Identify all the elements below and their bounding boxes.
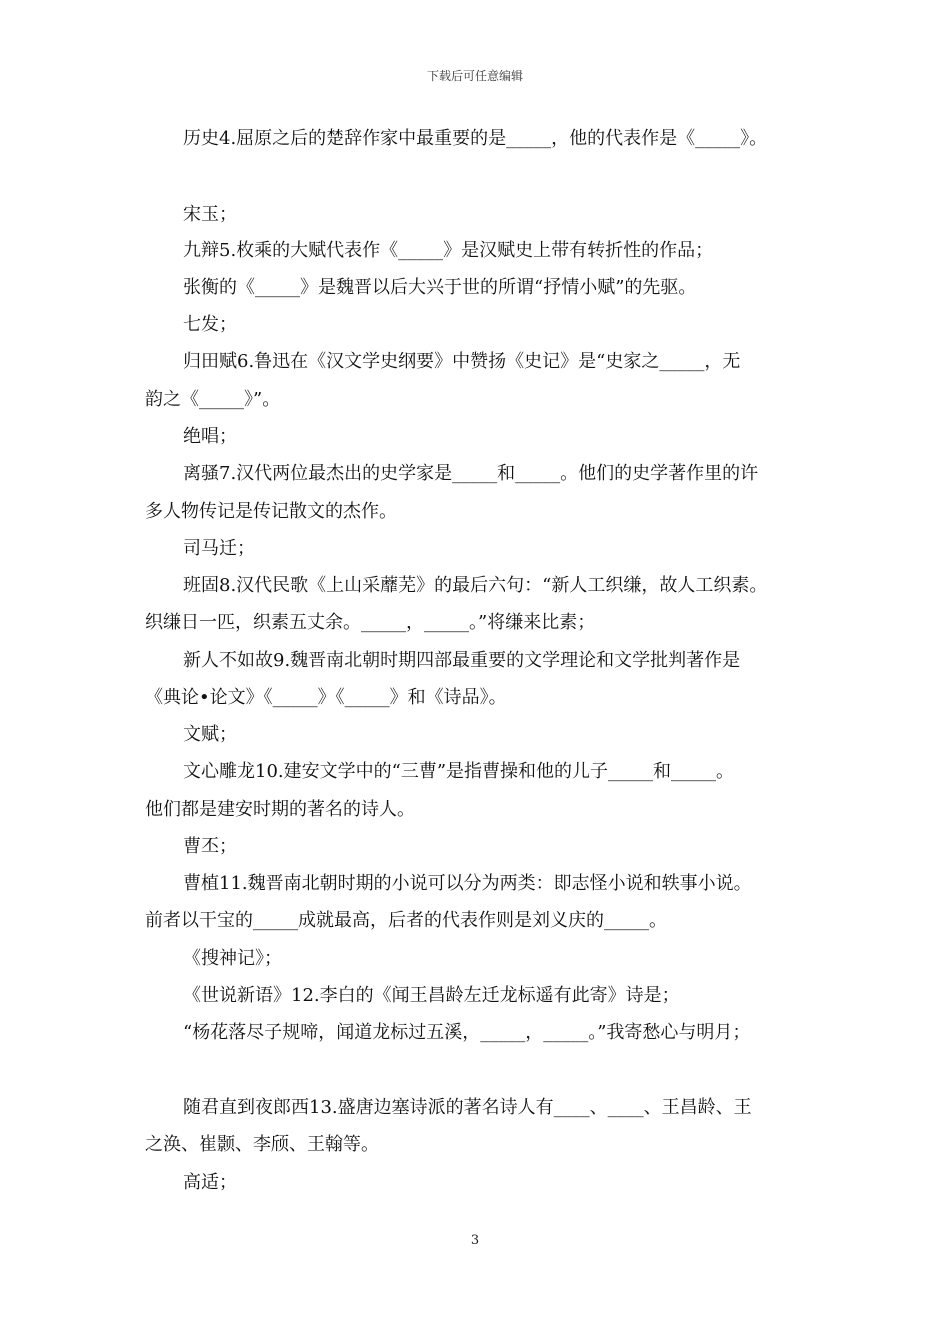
text-line-10: 多人物传记是传记散文的杰作。	[145, 501, 397, 522]
text-line-2: 宋玉；	[183, 204, 237, 225]
text-line-6: 归田赋6.鲁迅在《汉文学史纲要》中赞扬《史记》是“史家之_____，无	[183, 351, 741, 372]
text-line-21: 前者以干宝的_____成就最高，后者的代表作则是刘义庆的_____。	[145, 910, 667, 931]
text-line-27: 高适；	[183, 1172, 237, 1193]
page-number: 3	[470, 1233, 480, 1248]
text-line-20: 曹植11.魏晋南北朝时期的小说可以分为两类：即志怪小说和轶事小说。	[183, 873, 752, 894]
text-line-23: 《世说新语》12.李白的《闻王昌龄左迁龙标遥有此寄》诗是；	[183, 985, 680, 1006]
page-header: 下载后可任意编辑	[426, 69, 523, 83]
text-line-4: 张衡的《_____》是魏晋以后大兴于世的所谓“抒情小赋”的先驱。	[183, 277, 697, 298]
text-line-24: “杨花落尽子规啼，闻道龙标过五溪，_____，_____。”我寄愁心与明月；	[183, 1022, 751, 1043]
text-line-1: 历史4.屈原之后的楚辞作家中最重要的是_____，他的代表作是《_____》。	[183, 128, 768, 149]
text-line-17: 文心雕龙10.建安文学中的“三曹”是指曹操和他的儿子_____和_____。	[183, 761, 735, 782]
text-line-18: 他们都是建安时期的著名的诗人。	[145, 799, 415, 820]
text-line-13: 织缣日一匹，织素五丈余。_____，_____。”将缣来比素；	[145, 612, 596, 633]
text-line-8: 绝唱；	[183, 426, 237, 447]
text-line-5: 七发；	[183, 314, 237, 335]
text-line-22: 《搜神记》；	[183, 948, 282, 969]
text-line-11: 司马迁；	[183, 538, 255, 559]
text-line-15: 《典论•论文》《_____》《_____》和《诗品》。	[145, 687, 507, 708]
text-line-3: 九辩5.枚乘的大赋代表作《_____》是汉赋史上带有转折性的作品；	[183, 240, 714, 261]
text-line-9: 离骚7.汉代两位最杰出的史学家是_____和_____。他们的史学著作里的许	[183, 463, 759, 484]
text-line-19: 曹丕；	[183, 836, 237, 857]
text-line-25: 随君直到夜郎西13.盛唐边塞诗派的著名诗人有____、____、王昌龄、王	[183, 1097, 752, 1118]
text-line-7: 韵之《_____》”。	[145, 389, 281, 410]
text-line-14: 新人不如故9.魏晋南北朝时期四部最重要的文学理论和文学批判著作是	[183, 650, 741, 671]
text-line-26: 之涣、崔颢、李颀、王翰等。	[145, 1134, 379, 1155]
text-line-16: 文赋；	[183, 724, 237, 745]
text-line-12: 班固8.汉代民歌《上山采蘼芜》的最后六句：“新人工织缣，故人工织素。	[183, 575, 768, 596]
